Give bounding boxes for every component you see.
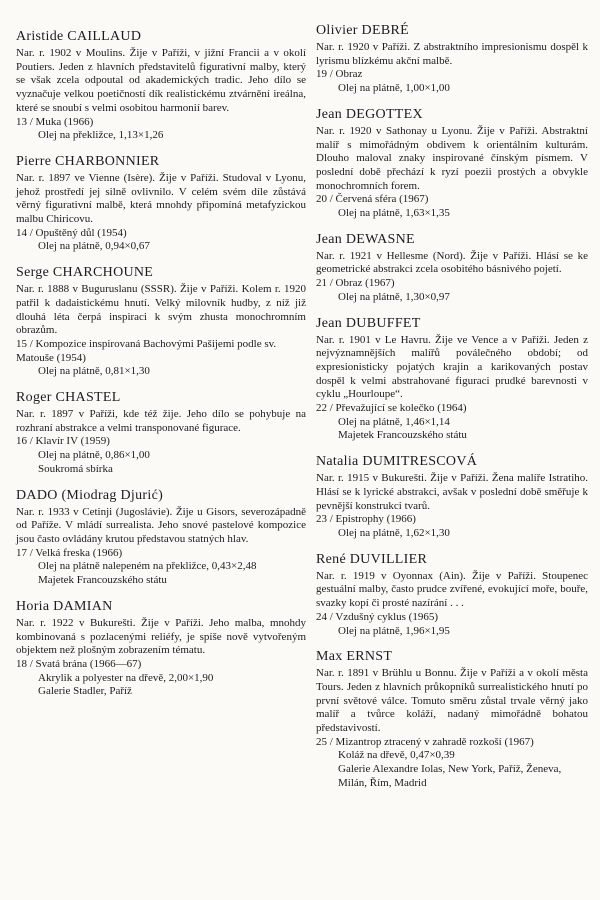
artist-bio: Nar. r. 1897 v Paříži, kde též žije. Jeho dílo se pohybuje na rozhraní abstrakce a velmi transponované figurace.: [16, 408, 306, 434]
work-owner: Soukromá sbírka: [38, 462, 113, 475]
artist-name: Natalia DUMITRESCOVÁ: [316, 454, 478, 470]
artist-bio: Nar. r. 1888 v Buguruslanu (SSSR). Žije v Paříži. Kolem r. 1920 patřil k dadaistickému hnutí. Velký milovník hudby, z níž již dlouhá léta čerpá inspiraci k svým zhusta monochromním obrazům.: [16, 283, 306, 337]
artist-entry: [316, 315, 588, 444]
work-title: 20 / Červená sféra (1967): [316, 193, 429, 206]
artist-bio: Nar. r. 1891 v Brühlu u Bonnu. Žije v Paříži a v okolí města Tours. Jeden z hlavních průkopníků surrealistického hnutí po první světové válce. Tomuto směru zůstal trvale věrný jako malíř a tvůrce koláží, nadaný mimořádně bohatou představivostí.: [316, 667, 588, 735]
work-title: 15 / Kompozice inspirovaná Bachovými Pašijemi podle sv. Matouše (1954): [16, 337, 277, 364]
artist-entry: [16, 28, 306, 143]
work-title: 25 / Mizantrop ztracený v zahradě rozkoší (1967): [316, 735, 534, 748]
artist-bio: Nar. r. 1920 v Paříži. Z abstraktního impresionismu dospěl k lyrismu blízkému akční malbě.: [316, 41, 588, 67]
work-title: 19 / Obraz: [316, 68, 363, 81]
work-details: Olej na plátně, 1,62×1,30: [338, 526, 450, 539]
work-details: Akrylik a polyester na dřevě, 2,00×1,90: [38, 671, 214, 684]
artist-name: René DUVILLIER: [316, 551, 428, 567]
artist-bio: Nar. r. 1919 v Oyonnax (Ain). Žije v Paříži. Stoupenec gestuální malby, často prudce zvířené, evokující moře, bouře, svazky kopí či prosté nazírání . . .: [316, 569, 588, 610]
artist-name: Jean DUBUFFET: [316, 315, 421, 331]
artist-name: DADO (Miodrag Djurić): [16, 487, 164, 503]
artist-name: Aristide CAILLAUD: [16, 29, 142, 44]
artist-bio: Nar. r. 1922 v Bukurešti. Žije v Paříži. Jeho malba, mnohdy kombinovaná s pozlacenými reliéfy, je spíše nově vytvořeným objektem než plošným zobrazením tématu.: [16, 616, 306, 657]
work-title: 16 / Klavír IV (1959): [16, 435, 110, 448]
artist-entry: [316, 551, 588, 639]
work-title: 18 / Svatá brána (1966—67): [16, 657, 142, 670]
artist-bio: Nar. r. 1921 v Hellesme (Nord). Žije v Paříži. Hlásí se ke geometrické abstrakci zcela osobitého básnivého pojetí.: [316, 249, 588, 276]
artist-entry: [16, 487, 306, 588]
artist-bio: Nar. r. 1901 v Le Havru. Žije ve Vence a v Paříži. Jeden z nejvýznamnějších malířů poválečného období; od expresionisticky pojatých krajin a karikovaných postav dospěl k velmi abstrahované figuraci prudké barevnosti v cyklu „Hourloupe“.: [316, 333, 588, 401]
artist-name: Roger CHASTEL: [16, 390, 121, 406]
work-owner: Majetek Francouzského státu: [338, 429, 467, 442]
work-owner: Majetek Francouzského státu: [38, 574, 167, 587]
work-details: Olej na plátně, 1,00×1,00: [338, 82, 450, 95]
work-title: 14 / Opuštěný důl (1954): [16, 226, 127, 239]
work-details: Olej na překližce, 1,13×1,26: [38, 129, 164, 142]
artist-name: Horia DAMIAN: [16, 598, 113, 614]
work-details: Olej na plátně, 0,86×1,00: [38, 449, 150, 462]
right-column: [316, 22, 588, 801]
work-details: Olej na plátně, 1,30×0,97: [338, 290, 450, 303]
artist-entry: [316, 648, 588, 790]
artist-bio: Nar. r. 1915 v Bukurešti. Žije v Paříži. Žena malíře Istratiho. Hlásí se k lyrické abstrakci, avšak v poslední době směřuje k pevnější konstrukci tvarů.: [316, 472, 588, 512]
artist-entry: [316, 106, 588, 221]
work-title: 24 / Vzdušný cyklus (1965): [316, 610, 439, 623]
artist-entry: [16, 264, 306, 379]
work-details: Olej na plátně, 0,94×0,67: [38, 240, 150, 253]
artist-name: Pierre CHARBONNIER: [16, 153, 160, 169]
artist-name: Jean DEGOTTEX: [316, 106, 423, 122]
artist-bio: Nar. r. 1897 ve Vienne (Isère). Žije v Paříži. Studoval v Lyonu, jehož prostředí jej silně ovlivnilo. V celém svém díle zůstává věrný figurativní malbě, která mnohdy připomíná metafyzickou malbu Chiricovu.: [16, 171, 306, 226]
artist-bio: Nar. r. 1920 v Sathonay u Lyonu. Žije v Paříži. Abstraktní malíř s mimořádným obdivem k orientálním kulturám. Dlouho maloval znaky inspirované čínským písmem. V poslední době přechází k ryzí poezii prostých a obvykle monochromních forem.: [316, 124, 588, 192]
artist-entry: [316, 453, 588, 541]
artist-name: Serge CHARCHOUNE: [16, 265, 154, 281]
work-title: 22 / Převažující se kolečko (1964): [316, 402, 467, 415]
work-title: 13 / Muka (1966): [16, 115, 94, 128]
artist-bio: Nar. r. 1902 v Moulins. Žije v Paříži, v jižní Francii a v okolí Poutiers. Jeden z hlavních představitelů figurativní malby, který se však zcela odpoutal od akademických tradic. Jeho dílo se vyznačuje velkou poetičností dík realistickému ztvárnění ireálna, které se snoubí s velmi osobitou harmonií barev.: [16, 47, 306, 114]
work-details: Olej na plátně, 1,96×1,95: [338, 624, 450, 637]
work-title: 17 / Velká freska (1966): [16, 546, 123, 559]
work-owner: Galerie Stadler, Paříž: [38, 685, 132, 698]
work-owner: Galerie Alexandre Iolas, New York, Paříž, Ženeva, Milán, Řím, Madrid: [338, 763, 562, 789]
left-column: [16, 28, 306, 709]
work-details: Olej na plátně, 1,46×1,14: [338, 415, 450, 428]
artist-bio: Nar. r. 1933 v Cetinji (Jugoslávie). Žije u Gisors, severozápadně od Paříže. V mládí surrealista. Jeho snové pastelové kompozice jsou často ovládány krutou představou statných hlav.: [16, 505, 306, 545]
work-details: Koláž na dřevě, 0,47×0,39: [338, 749, 455, 762]
work-title: 21 / Obraz (1967): [316, 277, 395, 290]
artist-entry: [16, 153, 306, 254]
artist-entry: [16, 598, 306, 699]
artist-name: Jean DEWASNE: [316, 231, 415, 247]
work-details: Olej na plátně, 0,81×1,30: [38, 365, 150, 378]
work-details: Olej na plátně nalepeném na překližce, 0,43×2,48: [38, 560, 257, 573]
artist-entry: [316, 231, 588, 305]
work-details: Olej na plátně, 1,63×1,35: [338, 207, 450, 220]
artist-entry: [16, 389, 306, 477]
work-title: 23 / Epistrophy (1966): [316, 513, 416, 526]
artist-name: Olivier DEBRÉ: [316, 23, 409, 38]
artist-name: Max ERNST: [316, 649, 393, 665]
artist-entry: [316, 22, 588, 96]
